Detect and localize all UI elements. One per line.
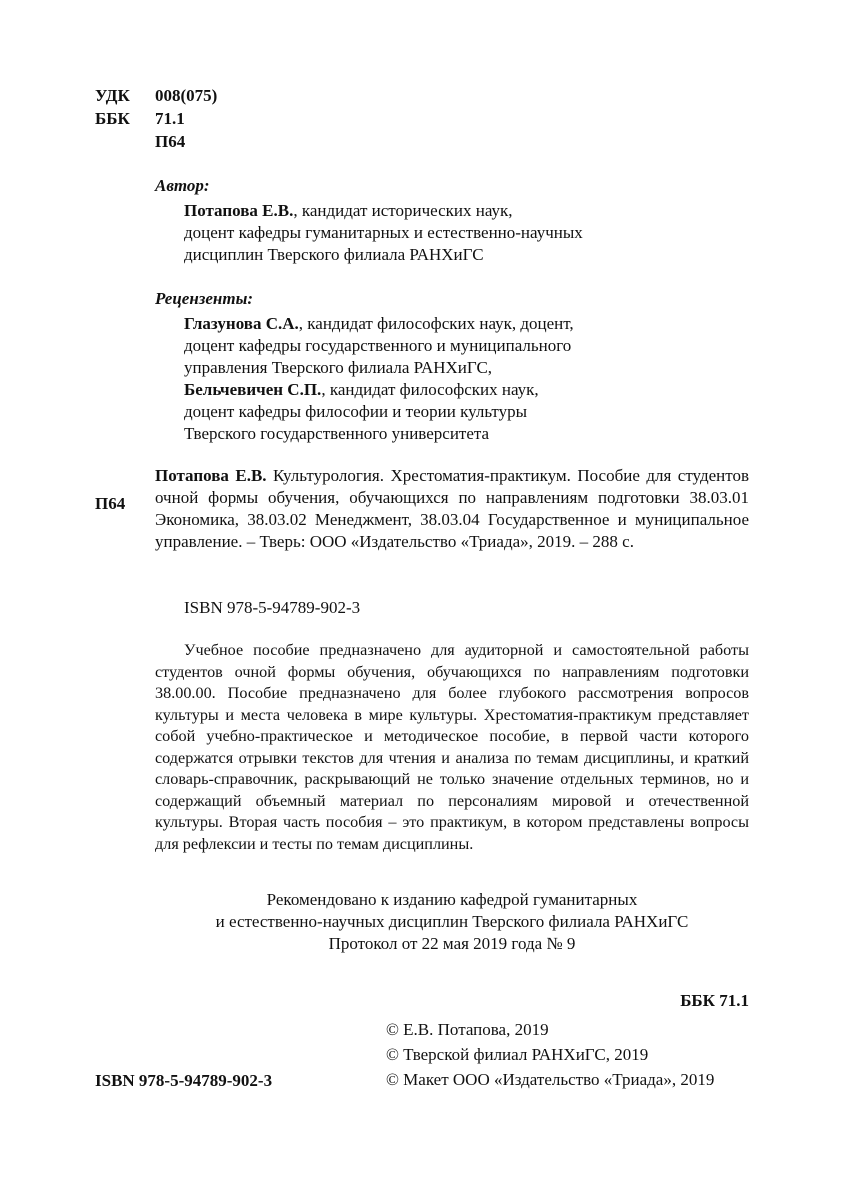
reviewer-entry bbox=[155, 313, 574, 379]
recommendation-line3: Протокол от 22 мая 2019 года № 9 bbox=[328, 934, 576, 953]
reviewer-line3: Тверского государственного университета bbox=[184, 424, 490, 443]
udk-row bbox=[95, 85, 217, 108]
isbn-line: ISBN 978-5-94789-902-3 bbox=[184, 598, 361, 617]
reviewer-line2: доцент кафедры государственного и муниципального bbox=[184, 336, 572, 355]
copyright-line: © Макет ООО «Издательство «Триада», 2019 bbox=[386, 1070, 715, 1089]
author-name: Потапова Е.В. bbox=[184, 201, 294, 220]
bbk-label: ББК bbox=[95, 109, 130, 128]
reviewer-line1: , кандидат философских наук, bbox=[321, 380, 539, 399]
reviewer-line3: управления Тверского филиала РАНХиГС, bbox=[184, 358, 493, 377]
author-line1: , кандидат исторических наук, bbox=[293, 201, 513, 220]
bibliography-margin-mark: П64 bbox=[95, 494, 126, 513]
reviewers-section bbox=[155, 288, 574, 445]
author-line2: доцент кафедры гуманитарных и естественно-научных bbox=[184, 223, 583, 242]
bbk-value: 71.1 bbox=[155, 109, 185, 128]
reviewer-line2: доцент кафедры философии и теории культуры bbox=[184, 402, 528, 421]
bbk-row bbox=[95, 108, 217, 131]
copyright-block bbox=[386, 1019, 766, 1094]
bibliography-entry bbox=[155, 465, 749, 553]
author-entry bbox=[155, 200, 583, 266]
bibliography-text: Культурология. Хрестоматия-практикум. Пособие для студентов очной формы обучения, обучающихся по направлениям подготовки 38.03.01 Экономика, 38.03.02 Менеджмент, 38.03.04 Государственное и муниципальное управление. – Тверь: ООО «Издательство «Триада», 2019. – 288 с. bbox=[155, 466, 749, 551]
copyright-line: © Тверской филиал РАНХиГС, 2019 bbox=[386, 1045, 649, 1064]
author-mark: П64 bbox=[155, 132, 186, 151]
reviewer-name: Глазунова С.А. bbox=[184, 314, 299, 333]
recommendation-line2: и естественно-научных дисциплин Тверского филиала РАНХиГС bbox=[215, 912, 689, 931]
abstract-paragraph: Учебное пособие предназначено для аудиторной и самостоятельной работы студентов очной формы обучения, обучающихся по направлениям подготовки 38.00.00. Пособие предназначено для более глубокого рассмотрения вопросов культуры и места человека в мире культуры. Хрестоматия-практикум представляет собой учебно-практическое и методическое пособие, в первой части которого содержатся отрывки текстов для чтения и анализа по темам дисциплины, и краткий словарь-справочник, раскрывающий не только значение отдельных терминов, но и содержащий объемный материал по персоналиям мировой и отечественной культуры. Вторая часть пособия – это практикум, в котором представлены вопросы для рефлексии и тесты по темам дисциплины. bbox=[155, 641, 749, 853]
reviewer-line1: , кандидат философских наук, доцент, bbox=[298, 314, 574, 333]
bbk-bottom: ББК 71.1 bbox=[680, 991, 749, 1010]
bibliography-author: Потапова Е.В. bbox=[155, 466, 267, 485]
isbn-bottom: ISBN 978-5-94789-902-3 bbox=[95, 1071, 273, 1090]
classification-codes bbox=[95, 85, 217, 154]
reviewer-entry bbox=[155, 379, 574, 445]
author-section bbox=[155, 175, 583, 266]
recommendation-block bbox=[155, 889, 749, 955]
reviewer-name: Бельчевичен С.П. bbox=[184, 380, 322, 399]
reviewers-heading: Рецензенты: bbox=[155, 289, 254, 308]
udk-label: УДК bbox=[95, 86, 130, 105]
author-heading: Автор: bbox=[155, 176, 210, 195]
copyright-line: © Е.В. Потапова, 2019 bbox=[386, 1020, 549, 1039]
author-mark-row bbox=[95, 131, 217, 154]
udk-value: 008(075) bbox=[155, 86, 218, 105]
recommendation-line1: Рекомендовано к изданию кафедрой гуманитарных bbox=[266, 890, 638, 909]
author-line3: дисциплин Тверского филиала РАНХиГС bbox=[184, 245, 484, 264]
